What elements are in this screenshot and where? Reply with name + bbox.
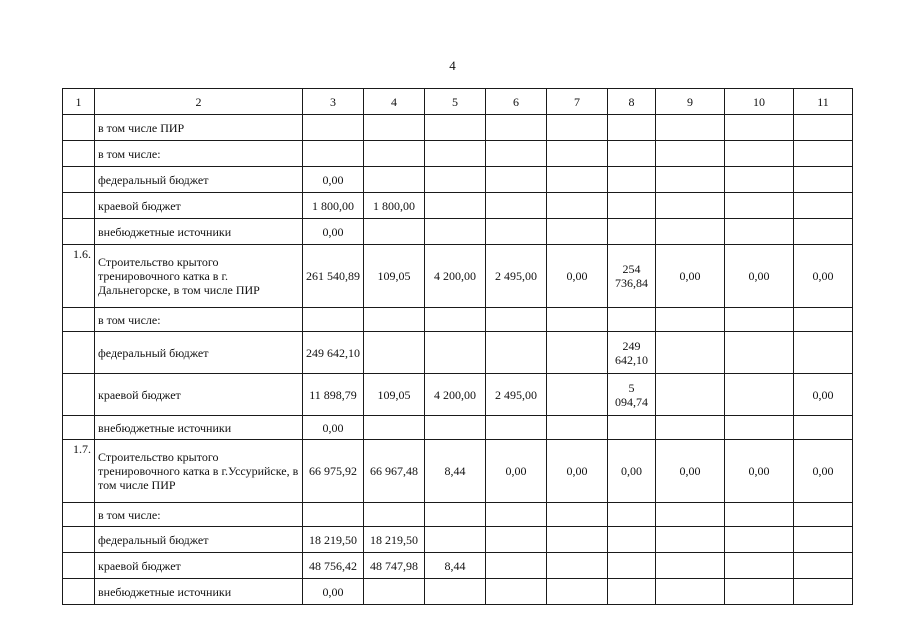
- row-number-cell: [63, 167, 95, 193]
- value-cell-col-5: [425, 416, 486, 440]
- value-cell-col-3: 261 540,89: [303, 245, 364, 308]
- value-cell-col-5: 8,44: [425, 553, 486, 579]
- value-cell-col-4: [364, 308, 425, 332]
- value-cell-col-9: [656, 167, 725, 193]
- row-description-cell: краевой бюджет: [95, 374, 303, 416]
- value-cell-col-6: 2 495,00: [486, 374, 547, 416]
- row-description-cell: федеральный бюджет: [95, 332, 303, 374]
- value-cell-col-11: [794, 527, 853, 553]
- value-cell-col-9: [656, 416, 725, 440]
- value-cell-col-6: [486, 503, 547, 527]
- value-cell-col-6: [486, 553, 547, 579]
- value-cell-col-3: 18 219,50: [303, 527, 364, 553]
- value-cell-col-11: [794, 219, 853, 245]
- value-cell-col-9: [656, 374, 725, 416]
- value-cell-col-9: [656, 332, 725, 374]
- value-cell-col-9: [656, 193, 725, 219]
- value-cell-col-8: [608, 219, 656, 245]
- value-cell-col-6: [486, 219, 547, 245]
- row-description-cell: федеральный бюджет: [95, 527, 303, 553]
- row-description-cell: в том числе:: [95, 308, 303, 332]
- value-cell-col-3: 11 898,79: [303, 374, 364, 416]
- row-description-cell: в том числе:: [95, 141, 303, 167]
- value-cell-col-3: 48 756,42: [303, 553, 364, 579]
- value-cell-col-7: 0,00: [547, 245, 608, 308]
- row-number-cell: [63, 332, 95, 374]
- value-cell-col-4: 109,05: [364, 374, 425, 416]
- value-cell-col-6: [486, 193, 547, 219]
- table-row: [63, 219, 853, 245]
- value-cell-col-10: [725, 503, 794, 527]
- value-cell-col-7: [547, 115, 608, 141]
- value-cell-col-11: [794, 416, 853, 440]
- value-cell-col-8: [608, 115, 656, 141]
- row-number-cell: [63, 527, 95, 553]
- value-cell-col-10: [725, 219, 794, 245]
- value-cell-col-3: 249 642,10: [303, 332, 364, 374]
- row-number-cell: [63, 115, 95, 141]
- value-cell-col-7: [547, 141, 608, 167]
- value-cell-col-5: [425, 527, 486, 553]
- row-description-cell: внебюджетные источники: [95, 416, 303, 440]
- value-cell-col-9: [656, 579, 725, 605]
- page-number: 4: [449, 58, 456, 73]
- budget-table: [62, 88, 853, 605]
- table-row: [63, 374, 853, 416]
- value-cell-col-9: 0,00: [656, 440, 725, 503]
- row-description-cell: федеральный бюджет: [95, 167, 303, 193]
- value-cell-col-7: [547, 527, 608, 553]
- value-cell-col-6: [486, 115, 547, 141]
- value-cell-col-8: [608, 503, 656, 527]
- table-row: [63, 416, 853, 440]
- value-cell-col-7: 0,00: [547, 440, 608, 503]
- header-cell-10: 10: [725, 89, 794, 115]
- value-cell-col-7: [547, 553, 608, 579]
- value-cell-col-3: [303, 308, 364, 332]
- value-cell-col-9: [656, 527, 725, 553]
- header-cell-3: 3: [303, 89, 364, 115]
- row-number-cell: [63, 219, 95, 245]
- table-body: [63, 89, 853, 605]
- value-cell-col-7: [547, 167, 608, 193]
- value-cell-col-11: 0,00: [794, 245, 853, 308]
- value-cell-col-5: 4 200,00: [425, 245, 486, 308]
- value-cell-col-9: 0,00: [656, 245, 725, 308]
- value-cell-col-10: [725, 115, 794, 141]
- value-cell-col-3: 66 975,92: [303, 440, 364, 503]
- value-cell-col-3: 1 800,00: [303, 193, 364, 219]
- value-cell-col-6: [486, 308, 547, 332]
- value-cell-col-8: 254 736,84: [608, 245, 656, 308]
- value-cell-col-11: [794, 553, 853, 579]
- value-cell-col-5: [425, 167, 486, 193]
- value-cell-col-4: [364, 167, 425, 193]
- value-cell-col-10: [725, 141, 794, 167]
- value-cell-col-6: [486, 416, 547, 440]
- value-cell-col-10: 0,00: [725, 245, 794, 308]
- value-cell-col-8: [608, 416, 656, 440]
- header-cell-1: 1: [63, 89, 95, 115]
- row-description-cell: краевой бюджет: [95, 553, 303, 579]
- table-row: [63, 503, 853, 527]
- value-cell-col-7: [547, 579, 608, 605]
- value-cell-col-4: 66 967,48: [364, 440, 425, 503]
- value-cell-col-4: [364, 416, 425, 440]
- value-cell-col-7: [547, 193, 608, 219]
- value-cell-col-10: [725, 553, 794, 579]
- value-cell-col-11: [794, 115, 853, 141]
- row-number-cell: [63, 553, 95, 579]
- header-row: [63, 89, 853, 115]
- value-cell-col-9: [656, 308, 725, 332]
- value-cell-col-11: 0,00: [794, 440, 853, 503]
- value-cell-col-10: [725, 308, 794, 332]
- table-row: [63, 332, 853, 374]
- row-description-cell: внебюджетные источники: [95, 219, 303, 245]
- value-cell-col-11: [794, 308, 853, 332]
- value-cell-col-7: [547, 219, 608, 245]
- value-cell-col-11: 0,00: [794, 374, 853, 416]
- value-cell-col-6: [486, 527, 547, 553]
- value-cell-col-5: [425, 332, 486, 374]
- row-number-cell: [63, 374, 95, 416]
- header-cell-7: 7: [547, 89, 608, 115]
- value-cell-col-10: 0,00: [725, 440, 794, 503]
- row-number-cell: 1.7.: [63, 440, 95, 503]
- header-cell-9: 9: [656, 89, 725, 115]
- value-cell-col-11: [794, 503, 853, 527]
- header-cell-11: 11: [794, 89, 853, 115]
- value-cell-col-8: [608, 308, 656, 332]
- value-cell-col-7: [547, 416, 608, 440]
- header-cell-2: 2: [95, 89, 303, 115]
- value-cell-col-8: 0,00: [608, 440, 656, 503]
- row-description-cell: в том числе:: [95, 503, 303, 527]
- value-cell-col-4: 109,05: [364, 245, 425, 308]
- value-cell-col-4: [364, 219, 425, 245]
- value-cell-col-11: [794, 579, 853, 605]
- table-row: [63, 115, 853, 141]
- value-cell-col-10: [725, 167, 794, 193]
- value-cell-col-8: [608, 193, 656, 219]
- value-cell-col-3: 0,00: [303, 167, 364, 193]
- table-row: [63, 553, 853, 579]
- table-row: [63, 167, 853, 193]
- value-cell-col-4: [364, 503, 425, 527]
- row-description-cell: в том числе ПИР: [95, 115, 303, 141]
- value-cell-col-5: [425, 503, 486, 527]
- header-cell-4: 4: [364, 89, 425, 115]
- value-cell-col-6: [486, 167, 547, 193]
- value-cell-col-4: [364, 141, 425, 167]
- table-row: [63, 308, 853, 332]
- value-cell-col-11: [794, 141, 853, 167]
- value-cell-col-8: [608, 141, 656, 167]
- value-cell-col-3: 0,00: [303, 579, 364, 605]
- value-cell-col-8: [608, 553, 656, 579]
- value-cell-col-5: [425, 579, 486, 605]
- row-number-cell: [63, 416, 95, 440]
- value-cell-col-4: 48 747,98: [364, 553, 425, 579]
- table-row: [63, 579, 853, 605]
- value-cell-col-3: 0,00: [303, 219, 364, 245]
- value-cell-col-5: [425, 219, 486, 245]
- value-cell-col-4: 18 219,50: [364, 527, 425, 553]
- value-cell-col-10: [725, 527, 794, 553]
- table-row: [63, 440, 853, 503]
- value-cell-col-6: 2 495,00: [486, 245, 547, 308]
- value-cell-col-7: [547, 332, 608, 374]
- value-cell-col-9: [656, 115, 725, 141]
- value-cell-col-4: 1 800,00: [364, 193, 425, 219]
- value-cell-col-9: [656, 503, 725, 527]
- value-cell-col-5: 4 200,00: [425, 374, 486, 416]
- value-cell-col-10: [725, 374, 794, 416]
- value-cell-col-7: [547, 503, 608, 527]
- header-cell-8: 8: [608, 89, 656, 115]
- row-number-cell: [63, 141, 95, 167]
- value-cell-col-10: [725, 193, 794, 219]
- value-cell-col-10: [725, 579, 794, 605]
- value-cell-col-8: [608, 527, 656, 553]
- value-cell-col-6: 0,00: [486, 440, 547, 503]
- table-row: [63, 245, 853, 308]
- value-cell-col-7: [547, 374, 608, 416]
- value-cell-col-11: [794, 167, 853, 193]
- value-cell-col-8: 5 094,74: [608, 374, 656, 416]
- row-number-cell: [63, 579, 95, 605]
- value-cell-col-10: [725, 332, 794, 374]
- value-cell-col-11: [794, 332, 853, 374]
- row-description-cell: краевой бюджет: [95, 193, 303, 219]
- header-cell-5: 5: [425, 89, 486, 115]
- row-number-cell: [63, 193, 95, 219]
- value-cell-col-4: [364, 115, 425, 141]
- value-cell-col-6: [486, 141, 547, 167]
- value-cell-col-9: [656, 141, 725, 167]
- value-cell-col-4: [364, 332, 425, 374]
- value-cell-col-3: [303, 503, 364, 527]
- value-cell-col-8: [608, 167, 656, 193]
- row-description-cell: Строительство крытого тренировочного катка в г. Дальнегорске, в том числе ПИР: [95, 245, 303, 308]
- value-cell-col-5: [425, 141, 486, 167]
- table-row: [63, 141, 853, 167]
- value-cell-col-10: [725, 416, 794, 440]
- value-cell-col-5: [425, 115, 486, 141]
- value-cell-col-9: [656, 553, 725, 579]
- row-number-cell: [63, 503, 95, 527]
- value-cell-col-8: [608, 579, 656, 605]
- value-cell-col-8: 249 642,10: [608, 332, 656, 374]
- value-cell-col-3: 0,00: [303, 416, 364, 440]
- value-cell-col-3: [303, 141, 364, 167]
- row-number-cell: [63, 308, 95, 332]
- value-cell-col-3: [303, 115, 364, 141]
- row-number-cell: 1.6.: [63, 245, 95, 308]
- row-description-cell: внебюджетные источники: [95, 579, 303, 605]
- value-cell-col-9: [656, 219, 725, 245]
- value-cell-col-5: [425, 193, 486, 219]
- value-cell-col-4: [364, 579, 425, 605]
- header-cell-6: 6: [486, 89, 547, 115]
- value-cell-col-7: [547, 308, 608, 332]
- row-description-cell: Строительство крытого тренировочного катка в г.Уссурийске, в том числе ПИР: [95, 440, 303, 503]
- value-cell-col-6: [486, 579, 547, 605]
- value-cell-col-11: [794, 193, 853, 219]
- table-row: [63, 193, 853, 219]
- table-row: [63, 527, 853, 553]
- value-cell-col-5: [425, 308, 486, 332]
- value-cell-col-5: 8,44: [425, 440, 486, 503]
- value-cell-col-6: [486, 332, 547, 374]
